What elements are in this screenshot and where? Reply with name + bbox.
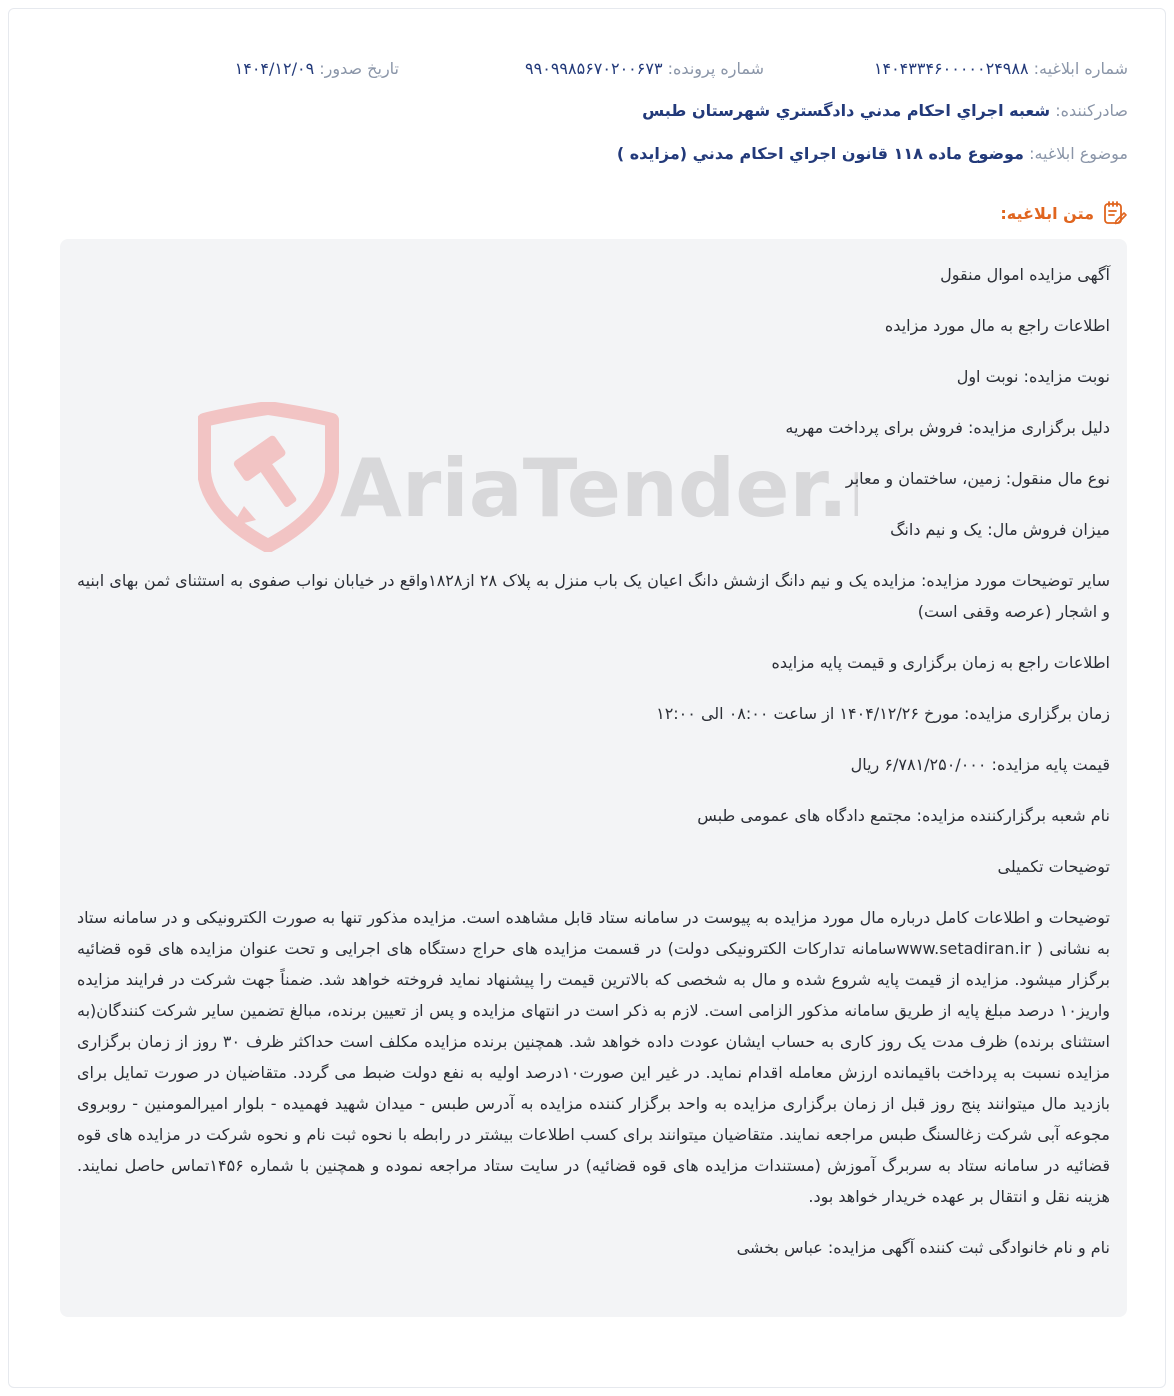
watermark-text: AriaTender. [340,442,848,535]
paragraph-item-info-heading: اطلاعات راجع به مال مورد مزایده [884,316,1110,335]
paragraph-reason: دلیل برگزاری مزایده: فروش برای پرداخت مهریه [785,418,1110,437]
paragraph-extra-heading: توضیحات تکمیلی [997,857,1110,876]
paragraph-item-type: نوع مال منقول: زمین، ساختمان و معابر [845,469,1110,488]
paragraph-list [77,259,1110,1283]
case-number-label: شماره پرونده: [667,59,764,78]
section-header [1000,200,1128,226]
notice-number: ۱۴۰۴۳۳۴۶۰۰۰۰۰۲۴۹۸۸ [873,59,1029,78]
paragraph-share: میزان فروش مال: یک و نیم دانگ [890,520,1110,539]
paragraph-extra-details: توضیحات و اطلاعات کامل درباره مال مورد مزایده به پیوست در سامانه ستاد قابل مشاهده است. مزایده مذکور تنها به صورت الکترونیکی و در سامانه ستاد به نشانی ( www.setadiran.irسامانه تدارکات الکترونیکی دولت) در قسمت مزایده های حراج دستگاه های اجرایی و تحت عنوان مزایده های قوه قضائیه برگزار میشود. مزایده از قیمت پایه شروع شده و مال به شخصی که بالاترین قیمت را پیشنهاد نماید فروخته خواهد شد. ضمناً جهت شرکت در فرایند مزایده واریز۱۰ درصد مبلغ پایه از طریق سامانه مذکور الزامی است. لازم به ذکر است در انتهای مزایده و پس از تعیین برنده، مبالغ تضمین سایر شرکت کنندگان(به استثنای برنده) ظرف مدت یک روز کاری به حساب ایشان عودت داده خواهد شد. همچنین برنده مزایده مکلف است حداکثر ظرف ۳۰ روز از زمان برگزاری مزایده نسبت به پرداخت باقیمانده ارزش معامله اقدام نماید. در غیر این صورت۱۰درصد اولیه به نفع دولت ضبط می گردد. متقاضیان در صورت تمایل برای بازدید مال میتوانند پنج روز قبل از زمان برگزاری مزایده به واحد برگزار کننده مزایده به آدرس طبس - میدان شهید فهمیده - بلوار امیرالمومنین - روبروی مجوعه آبی شرکت زغالسنگ طبس مراجعه نمایند. متقاضیان میتوانند برای کسب اطلاعات بیشتر در رابطه با نحوه ثبت نام و نحوه شرکت در مزایده های قوه قضائیه در سامانه ستاد به سربرگ آموزش (مستندات مزایده های قوه قضائیه) در سایت ستاد مراجعه نموده و همچنین با شماره ۱۴۵۶تماس حاصل نمایند. هزینه نقل و انتقال بر عهده خریدار خواهد بود. [77,908,1111,1206]
issue-date-label: تاریخ صدور: [319,59,399,78]
paragraph-registrar: نام و نام خانوادگی ثبت کننده آگهی مزایده: عباس بخشی [736,1238,1110,1257]
issue-date-row [235,57,399,81]
issuer-label: صادرکننده: [1055,101,1128,120]
notice-number-label: شماره ابلاغیه: [1033,59,1128,78]
case-number: ۹۹۰۹۹۸۵۶۷۰۲۰۰۶۷۳ [525,59,663,78]
paragraph-base-price: قیمت پایه مزایده: ۶/۷۸۱/۲۵۰/۰۰۰ ریال [850,755,1110,774]
paragraph-other-details: سایر توضیحات مورد مزایده: مزایده یک و نیم دانگ ازشش دانگ اعیان یک باب منزل به پلاک ۲۸ از۱۸۲۸واقع در خیابان نواب صفوی به استثنای ثمن بهای ابنیه و اشجار (عرصه وقفی است) [77,571,1110,621]
paragraph-round: نوبت مزایده: نوبت اول [956,367,1110,386]
notice-body [60,239,1127,1317]
notice-number-row [874,57,1128,81]
issuer: شعبه اجراي احكام مدني دادگستري شهرستان طبس [642,101,1051,120]
section-title: متن ابلاغیه: [1000,203,1094,223]
issue-date: ۱۴۰۴/۱۲/۰۹ [234,59,315,78]
paragraph-time: زمان برگزاری مزایده: مورخ ۱۴۰۴/۱۲/۲۶ از ساعت ۰۸:۰۰ الی ۱۲:۰۰ [656,704,1110,723]
paragraph-title: آگهی مزایده اموال منقول [940,265,1110,284]
case-number-row [525,57,764,81]
subject: موضوع ماده ۱۱۸ قانون اجراي احكام مدني (مزايده ) [616,144,1024,163]
document-edit-icon [1102,200,1128,226]
paragraph-time-info-heading: اطلاعات راجع به زمان برگزاری و قیمت پایه مزایده [771,653,1110,672]
paragraph-branch: نام شعبه برگزارکننده مزایده: مجتمع دادگاه های عمومی طبس [697,806,1110,825]
subject-row [617,142,1128,166]
issuer-row [642,99,1128,123]
subject-label: موضوع ابلاغیه: [1029,144,1128,163]
